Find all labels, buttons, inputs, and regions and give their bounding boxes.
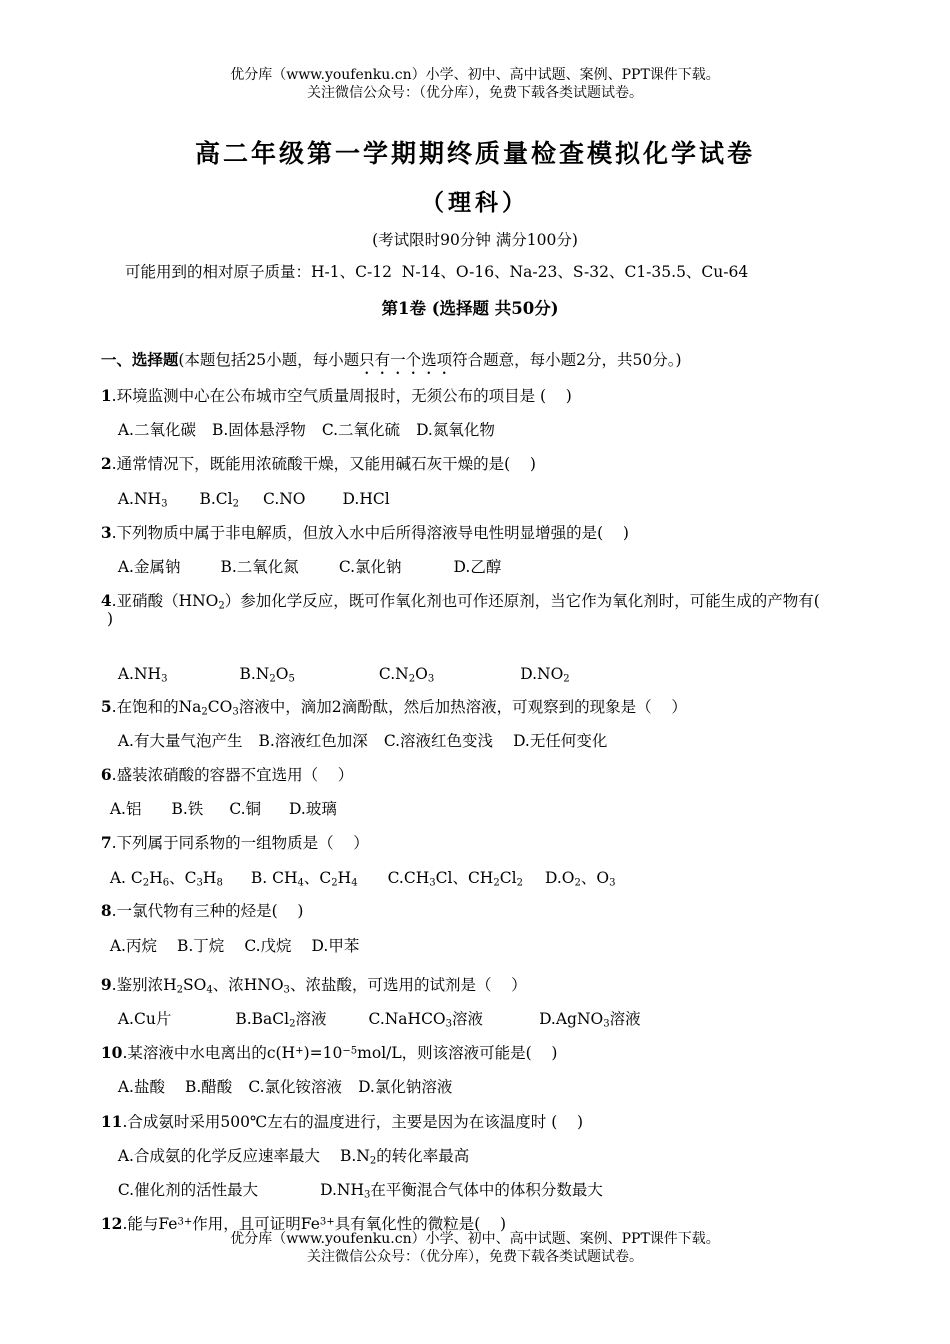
option-a: A.二氧化碳 (117, 421, 196, 439)
question-text: .下列物质中属于非电解质，但放入水中后所得溶液导电性明显增强的是( ) (111, 524, 629, 542)
subscript: 5 (288, 673, 295, 685)
section-desc-pre: (本题包括25小题，每小题 (178, 351, 360, 369)
subscript: 2 (369, 1155, 377, 1167)
subscript: 2 (331, 877, 338, 889)
question-4 (91, 571, 820, 611)
question-text: .盛装浓硝酸的容器不宜选用（ ） (111, 766, 354, 784)
question-number: 1 (100, 386, 112, 405)
question-text: .亚硝酸（HNO (111, 592, 219, 610)
question-text: SO (183, 976, 207, 994)
option-c: C.氯化铵溶液 (248, 1078, 343, 1096)
page-footer (0, 1230, 950, 1266)
option-b-text: O (275, 665, 289, 683)
option-d: D.甲苯 (311, 937, 360, 955)
question-number: 9 (100, 975, 112, 994)
superscript: 3+ (177, 1216, 193, 1228)
option-a-text: A. C (109, 869, 143, 887)
option-c-text: C.N (378, 665, 409, 683)
option-a-text: A.NH (117, 665, 162, 683)
subscript: 3 (161, 498, 168, 510)
question-number: 10 (100, 1043, 123, 1062)
option-c-text: C.NaHCO (368, 1010, 446, 1028)
question-text: .下列属于同系物的一组物质是（ ） (111, 834, 369, 852)
question-4-close: ) (107, 610, 114, 628)
option-a: A.盐酸 (117, 1078, 165, 1096)
subscript: 2 (574, 877, 581, 889)
subscript: 3 (445, 1018, 453, 1030)
question-text: 、浓盐酸，可选用的试剂是（ ） (289, 976, 527, 994)
question-text: mol/L，则该溶液可能是( ) (357, 1044, 558, 1062)
option-c: C.戊烷 (244, 937, 292, 955)
question-text: .通常情况下，既能用浓硫酸干燥，又能用碱石灰干燥的是( ) (111, 455, 536, 473)
option-b-text: B.BaCl (235, 1010, 290, 1028)
subscript: 3 (232, 706, 239, 718)
option-c: C.溶液红色变浅 (383, 732, 494, 750)
option-d-text: D.NH (320, 1181, 364, 1199)
subscript: 6 (162, 877, 170, 889)
option-c: C.氯化钠 (338, 558, 402, 576)
option-d: D.HCl (342, 490, 390, 508)
question-text: .环境监测中心在公布城市空气质量周报时，无须公布的项目是 ( ) (111, 387, 572, 405)
option-a-text: H (149, 869, 163, 887)
option-d-text: 溶液 (609, 1010, 641, 1028)
question-text: .能与Fe (122, 1215, 178, 1233)
subscript: 3 (427, 673, 435, 685)
option-c-text: O (415, 665, 428, 683)
option-a: A.合成氨的化学反应速率最大 (117, 1147, 320, 1165)
option-b: B.溶液红色加深 (258, 732, 368, 750)
subscript: 2 (408, 673, 416, 685)
subscript: 3 (609, 877, 616, 889)
subscript: 8 (216, 877, 223, 889)
option-d: D.氮氧化物 (416, 421, 495, 439)
option-b-text: 、C (303, 869, 332, 887)
superscript: 3+ (319, 1216, 335, 1228)
option-a: A.Cu片 (117, 1010, 172, 1028)
option-d-text: D.AgNO (539, 1010, 604, 1028)
exam-subtitle: （理科） (421, 189, 529, 216)
question-text: 具有氧化性的微粒是( ) (334, 1215, 507, 1233)
exam-info: (考试限时90分钟 满分100分) (372, 231, 578, 249)
question-text: 溶液中，滴加2滴酚酞，然后加热溶液，可观察到的现象是（ ） (238, 698, 687, 716)
option-b-text: B.N (339, 1147, 370, 1165)
subscript: 2 (269, 673, 276, 685)
question-text-cont: ）参加化学反应，既可作氧化剂也可作还原剂，当它作为氧化剂时，可能生成的产物有( (224, 592, 820, 610)
subscript: 3 (603, 1018, 610, 1030)
option-a-text: A.NH (117, 490, 162, 508)
question-number: 6 (100, 765, 112, 784)
question-8 (91, 881, 303, 921)
option-b-text: B. CH (250, 869, 298, 887)
option-d: D.玻璃 (289, 800, 337, 818)
option-b-text: H (337, 869, 352, 887)
option-d: D.氯化钠溶液 (358, 1078, 453, 1096)
question-number: 12 (100, 1214, 123, 1233)
option-d-text: D.O (544, 869, 575, 887)
question-text: .鉴别浓H (111, 976, 177, 994)
subscript: 4 (206, 984, 213, 996)
subscript: 2 (176, 984, 184, 996)
option-d: D.乙醇 (453, 558, 502, 576)
option-a: A.铝 (109, 800, 142, 818)
subscript: 2 (563, 673, 570, 685)
page-header (0, 66, 950, 102)
option-d (545, 869, 616, 887)
superscript: −5 (342, 1045, 358, 1057)
question-text: .合成氨时采用500℃左右的温度进行，主要是因为在该温度时 ( ) (122, 1113, 584, 1131)
footer-line-2: 关注微信公众号：（优分库），免费下载各类试题试卷。 (307, 1249, 643, 1265)
option-b: B.铁 (171, 800, 204, 818)
option-d-text: 在平衡混合气体中的体积分数最大 (370, 1181, 603, 1199)
options-8 (100, 916, 359, 956)
option-a-text: 、C (169, 869, 197, 887)
question-number: 3 (100, 523, 112, 542)
header-line-2: 关注微信公众号：（优分库），免费下载各类试题试卷。 (307, 85, 643, 101)
question-text: .某溶液中水电离出的c(H (122, 1044, 296, 1062)
question-number: 7 (100, 833, 112, 852)
subscript: 2 (142, 877, 150, 889)
option-a-text: H (202, 869, 217, 887)
option-b-text: 溶液 (295, 1010, 327, 1028)
question-text: 作用，且可证明Fe (192, 1215, 320, 1233)
header-line-1: 优分库（www.youfenku.cn）小学、初中、高中试题、案例、PPT课件下载。 (230, 67, 720, 83)
subscript: 2 (289, 1018, 296, 1030)
exam-title: 高二年级第一学期期终质量检查模拟化学试卷 (194, 139, 755, 168)
option-b: B.二氧化氮 (220, 558, 299, 576)
question-number: 5 (100, 697, 112, 716)
section-desc-emphasis: 只有一个选项 (359, 351, 453, 369)
superscript: + (295, 1045, 304, 1057)
option-c-text: C.CH (387, 869, 430, 887)
option-d-text: 、O (580, 869, 610, 887)
option-c (388, 869, 523, 887)
question-number: 2 (100, 454, 112, 473)
option-c-text: 溶液 (452, 1010, 484, 1028)
option-c: C.催化剂的活性最大 (117, 1181, 259, 1199)
option-b: B.醋酸 (184, 1078, 233, 1096)
option-a: A.丙烷 (109, 937, 157, 955)
question-text: CO (207, 698, 233, 716)
option-c: C.NO (263, 490, 306, 508)
subscript: 2 (516, 877, 523, 889)
option-c: C.铜 (229, 800, 262, 818)
subscript: 3 (283, 984, 290, 996)
option-d-text: D.NO (520, 665, 564, 683)
option-d: D.无任何变化 (513, 732, 608, 750)
footer-line-1: 优分库（www.youfenku.cn）小学、初中、高中试题、案例、PPT课件下载。 (230, 1231, 720, 1247)
atomic-masses: 可能用到的相对原子质量：H-1、C-12 N-14、O-16、Na-23、S-32、C1-35.5、Cu-64 (125, 263, 749, 281)
subscript: 3 (161, 673, 168, 685)
question-number: 4 (100, 591, 112, 610)
option-c: C.二氧化硫 (321, 421, 401, 439)
option-b-text: B.Cl (199, 490, 233, 508)
option-b: B.固体悬浮物 (211, 421, 306, 439)
question-text: .在饱和的Na (111, 698, 202, 716)
question-7 (91, 813, 369, 853)
subscript: 4 (351, 877, 358, 889)
option-a: A.有大量气泡产生 (117, 732, 243, 750)
question-2 (91, 434, 536, 474)
option-c-text: Cl、CH (435, 869, 494, 887)
subscript: 3 (364, 1189, 371, 1201)
volume-title: 第1卷 (选择题 共50分) (381, 299, 559, 318)
question-number: 8 (100, 901, 112, 920)
options-10 (108, 1057, 452, 1097)
question-text: 、浓HNO (212, 976, 284, 994)
subscript: 4 (297, 877, 304, 889)
option-b-text: 的转化率最高 (376, 1147, 470, 1165)
option-b: B.丁烷 (176, 937, 225, 955)
question-12 (91, 1194, 506, 1234)
subscript: 3 (429, 877, 436, 889)
question-text: .一氯代物有三种的烃是( ) (111, 902, 304, 920)
option-a: A.金属钠 (117, 558, 181, 576)
option-c-text: Cl (499, 869, 517, 887)
subscript: 2 (201, 706, 208, 718)
option-b-text: B.N (239, 665, 270, 683)
question-number: 11 (100, 1112, 123, 1131)
subscript: 3 (196, 877, 203, 889)
subscript: 2 (493, 877, 500, 889)
section-label: 一、选择题 (100, 350, 179, 369)
subscript: 2 (232, 498, 240, 510)
subscript: 2 (218, 600, 225, 612)
question-text: )=10 (303, 1044, 343, 1062)
section-desc-post: 符合题意，每小题2分，共50分。) (452, 351, 682, 369)
